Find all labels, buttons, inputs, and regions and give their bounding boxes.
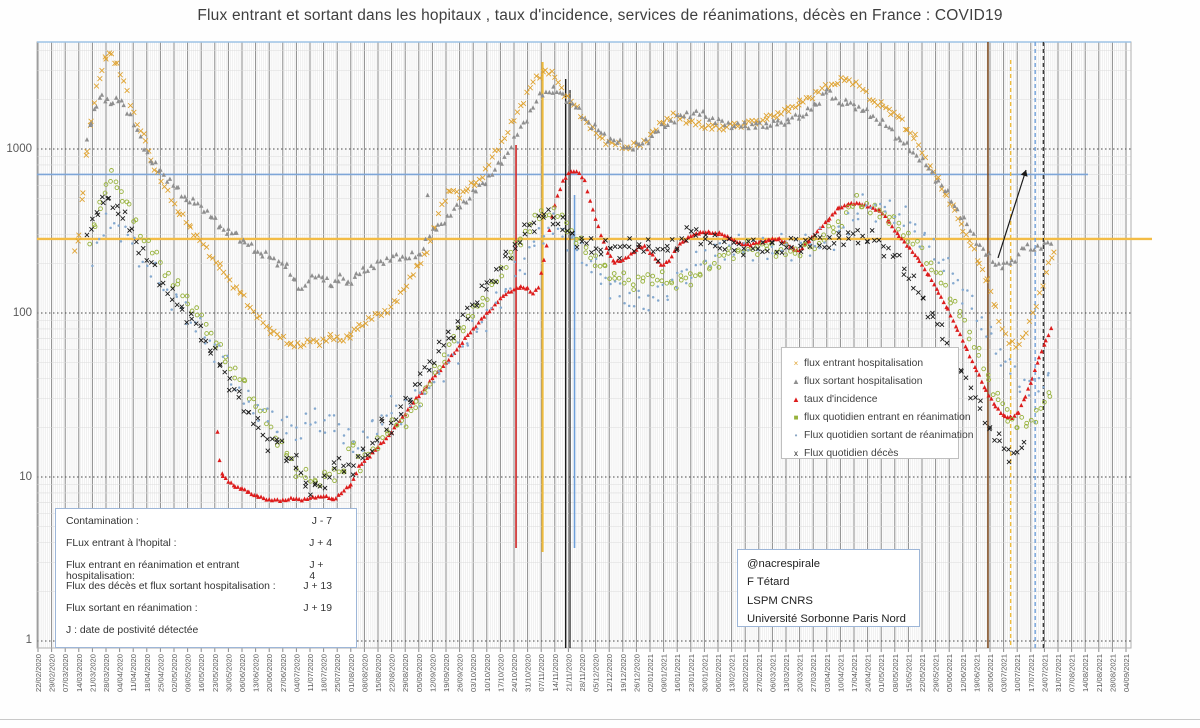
x-tick-label: 21/08/2021	[1094, 654, 1104, 693]
x-tick-label: 20/06/2020	[265, 654, 275, 693]
x-tick-label: 08/05/2021	[890, 654, 900, 693]
x-tick-label: 27/02/2021	[754, 654, 764, 693]
delays-annotation-box	[55, 508, 357, 648]
x-tick-label: 26/09/2020	[455, 654, 465, 693]
x-tick-label: 05/06/2021	[945, 654, 955, 693]
x-tick-label: 12/06/2021	[958, 654, 968, 693]
x-tick-label: 06/03/2021	[768, 654, 778, 693]
x-tick-label: 06/02/2021	[714, 654, 723, 693]
x-tick-label: 08/08/2020	[360, 654, 370, 693]
x-tick-label: 26/06/2021	[986, 654, 995, 693]
x-tick-label: 13/03/2021	[782, 654, 791, 693]
square-marker-icon: ■	[793, 412, 799, 422]
x-tick-label: 09/05/2020	[183, 654, 193, 693]
legend-item: • Flux quotidien sortant de réanimation	[790, 426, 954, 444]
bottom-divider	[0, 719, 1200, 720]
x-tick-label: 14/08/2021	[1081, 654, 1091, 693]
y-tick-100: 100	[12, 307, 32, 319]
x-tick-label: 31/10/2020	[523, 654, 533, 693]
chart-title: Flux entrant et sortant dans les hopitaux , taux d'incidence, services de réanimations, décès en France : COVID19	[197, 7, 1003, 24]
x-tick-label: 22/08/2020	[387, 654, 397, 693]
y-tick-1: 1	[25, 634, 32, 646]
x-tick-label: 02/05/2020	[170, 654, 179, 693]
x-tick-label: 14/03/2020	[74, 654, 84, 693]
x-marker-icon: x	[794, 448, 798, 458]
x-tick-label: 29/05/2021	[931, 654, 941, 693]
x-tick-label: 07/11/2020	[537, 654, 547, 692]
delay-footnote: J : date de postivité détectée	[66, 624, 199, 636]
x-tick-label: 16/05/2020	[197, 654, 207, 693]
x-tick-label: 16/01/2021	[673, 654, 683, 693]
x-tick-label: 24/10/2020	[510, 654, 519, 693]
x-tick-label: 24/07/2021	[1040, 654, 1050, 693]
x-tick-label: 18/07/2020	[319, 654, 329, 693]
x-tick-label: 29/02/2020	[47, 654, 57, 693]
x-tick-label: 28/08/2021	[1108, 654, 1118, 693]
x-tick-label: 03/07/2021	[999, 654, 1009, 693]
x-tick-label: 12/09/2020	[428, 654, 438, 693]
x-tick-label: 18/04/2020	[142, 654, 152, 693]
x-tick-label: 01/08/2020	[346, 654, 356, 693]
x-marker-icon: ×	[793, 358, 799, 368]
x-tick-label: 04/09/2021	[1122, 654, 1131, 693]
x-tick-label: 10/07/2021	[1013, 654, 1023, 693]
x-tick-label: 19/06/2021	[972, 654, 982, 693]
x-tick-label: 12/12/2020	[605, 654, 615, 693]
x-tick-label: 11/04/2020	[129, 654, 139, 692]
x-tick-label: 22/05/2021	[918, 654, 927, 693]
x-tick-label: 26/12/2020	[632, 654, 642, 693]
x-tick-label: 20/03/2021	[795, 654, 805, 693]
dot-marker-icon: •	[794, 430, 798, 440]
x-tick-label: 30/01/2021	[700, 654, 710, 693]
x-tick-label: 30/05/2020	[224, 654, 234, 693]
x-tick-label: 10/04/2021	[836, 654, 846, 693]
credit-lab: LSPM CNRS	[747, 594, 813, 607]
legend-item: ▲ taux d'incidence	[790, 390, 954, 408]
x-tick-label: 21/11/2020	[564, 654, 574, 692]
legend-item: × flux entrant hospitalisation	[790, 354, 954, 372]
x-tick-label: 03/10/2020	[469, 654, 479, 693]
credit-author: F Tétard	[747, 576, 790, 589]
x-tick-label: 06/06/2020	[238, 654, 247, 693]
x-tick-label: 17/10/2020	[496, 654, 506, 693]
x-tick-label: 07/03/2020	[61, 654, 71, 693]
delay-row: Flux des décès et flux sortant hospitalisation : J + 13	[66, 581, 332, 593]
x-tick-label: 23/01/2021	[686, 654, 696, 693]
x-tick-label: 17/07/2021	[1026, 654, 1036, 693]
x-tick-label: 19/09/2020	[442, 654, 451, 693]
x-tick-label: 25/04/2020	[156, 654, 166, 693]
x-tick-label: 02/01/2021	[646, 654, 655, 693]
x-tick-label: 04/07/2020	[292, 654, 302, 693]
x-tick-label: 03/04/2021	[822, 654, 832, 693]
x-tick-label: 05/09/2020	[414, 654, 424, 693]
x-tick-label: 07/08/2021	[1067, 654, 1077, 693]
y-tick-10: 10	[19, 471, 32, 483]
legend-item: x Flux quotidien décès	[790, 444, 954, 462]
x-tick-label: 31/07/2021	[1054, 654, 1063, 693]
triangle-marker-icon: ▲	[792, 376, 800, 386]
x-tick-label: 01/05/2021	[877, 654, 887, 693]
credit-handle: @nacrespirale	[747, 558, 821, 570]
x-tick-label: 28/11/2020	[578, 654, 587, 692]
x-tick-label: 24/04/2021	[863, 654, 873, 693]
legend-item: ▲ flux sortant hospitalisation	[790, 372, 954, 390]
x-tick-label: 09/01/2021	[659, 654, 669, 693]
x-axis-labels	[34, 654, 1131, 692]
credit-box	[737, 549, 920, 627]
x-tick-label: 13/06/2020	[251, 654, 261, 693]
x-tick-label: 28/03/2020	[102, 654, 111, 693]
legend-item: ■ flux quotidien entrant en réanimation	[790, 408, 954, 426]
x-tick-label: 05/12/2020	[591, 654, 601, 693]
legend	[781, 347, 974, 459]
x-tick-label: 13/02/2021	[727, 654, 737, 693]
x-tick-label: 17/04/2021	[850, 654, 859, 693]
x-tick-label: 21/03/2020	[88, 654, 98, 693]
x-tick-label: 15/05/2021	[904, 654, 914, 693]
delay-row: Contamination : J - 7	[66, 516, 332, 527]
x-tick-label: 04/04/2020	[115, 654, 125, 693]
x-tick-label: 19/12/2020	[618, 654, 628, 693]
credit-univ: Université Sorbonne Paris Nord	[747, 613, 906, 626]
delay-row: Flux entrant en réanimation et entrant hospitalisation: J + 4	[66, 559, 324, 582]
y-tick-1000: 1000	[6, 143, 32, 155]
x-tick-label: 29/08/2020	[401, 654, 411, 693]
x-tick-label: 14/11/2020	[550, 654, 560, 692]
x-tick-label: 27/03/2021	[809, 654, 819, 693]
x-tick-label: 11/07/2020	[306, 654, 315, 692]
delay-row: FLux entrant à l'hopital : J + 4	[66, 537, 332, 549]
x-tick-label: 20/02/2021	[741, 654, 751, 693]
x-tick-label: 25/07/2020	[333, 654, 343, 693]
x-tick-label: 10/10/2020	[482, 654, 492, 693]
x-tick-label: 22/02/2020	[34, 654, 43, 693]
x-tick-label: 27/06/2020	[278, 654, 288, 693]
triangle-marker-icon: ▲	[792, 394, 800, 404]
x-tick-label: 15/08/2020	[374, 654, 383, 693]
delay-row: Flux sortant en réanimation : J + 19	[66, 603, 332, 615]
x-tick-label: 23/05/2020	[210, 654, 220, 693]
